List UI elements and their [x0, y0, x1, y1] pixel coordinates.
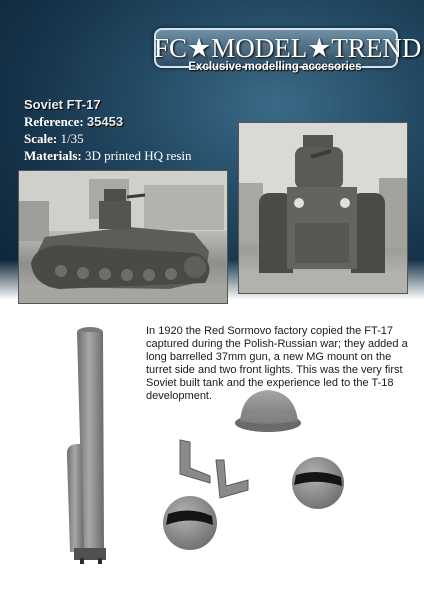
materials-label: Materials: [24, 148, 82, 163]
bracket-parts [180, 440, 248, 498]
brand-logo: FC★MODEL★TREND [154, 33, 422, 63]
materials-value: 3D printed HQ resin [85, 148, 192, 163]
product-description: In 1920 the Red Sormovo factory copied the FT-17 captured during the Polish-Russian war; they added a long barrelled 37mm gun, a new MG mount on the turret side and two front lights. This was the very first Soviet built tank and the experience led to the T-18 development. [146, 325, 408, 402]
materials-row [24, 147, 192, 164]
product-info [24, 96, 192, 164]
reference-value: 35453 [86, 114, 124, 129]
tank-front-photo [238, 122, 408, 294]
dome-part [235, 390, 301, 432]
product-title: Soviet FT-17 [24, 97, 101, 112]
headlight-sphere-right [292, 457, 344, 509]
scale-value: 1/35 [60, 131, 84, 146]
reference-label: Reference: [24, 114, 84, 129]
reference-row [24, 113, 192, 130]
gun-barrel-part [67, 327, 106, 564]
brand-tagline: Exclusive modelling accesories [188, 61, 362, 73]
scale-label: Scale: [24, 131, 58, 146]
resin-parts-render [0, 320, 424, 600]
scale-row [24, 130, 192, 147]
headlight-sphere-left [163, 496, 217, 550]
tank-side-photo [18, 170, 228, 304]
